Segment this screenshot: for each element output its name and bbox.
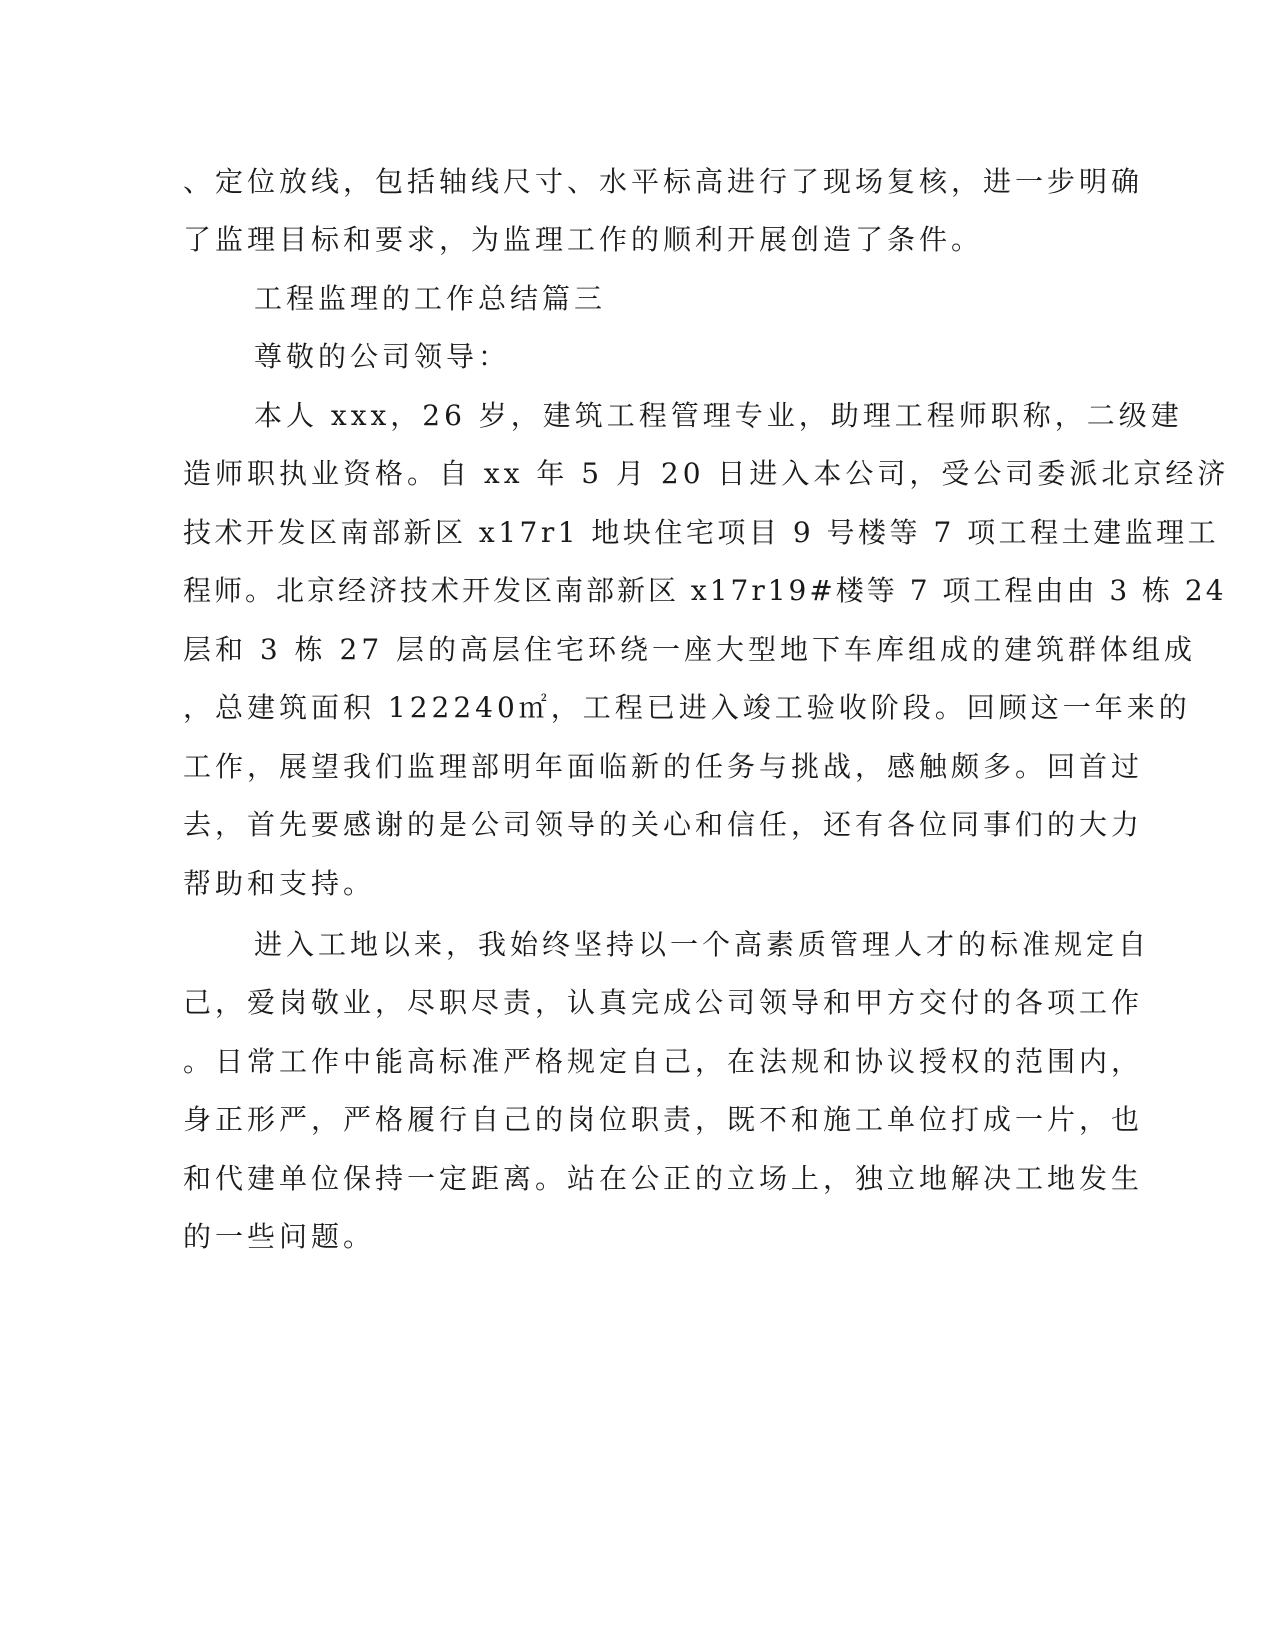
text-line: 本人 xxx，26 岁，建筑工程管理专业，助理工程师职称，二级建 xyxy=(254,399,1183,432)
text-line: 进入工地以来，我始终坚持以一个高素质管理人才的标准规定自 xyxy=(254,928,1151,961)
text-line: 去，首先要感谢的是公司领导的关心和信任，还有各位同事们的大力 xyxy=(183,808,1144,841)
text-line: 层和 3 栋 27 层的高层住宅环绕一座大型地下车库组成的建筑群体组成 xyxy=(183,633,1197,666)
text-line: 己，爱岗敬业，尽职尽责，认真完成公司领导和甲方交付的各项工作 xyxy=(183,986,1144,1019)
text-line: 和代建单位保持一定距离。站在公正的立场上，独立地解决工地发生 xyxy=(183,1162,1144,1195)
text-line: 。日常工作中能高标准严格规定自己，在法规和协议授权的范围内， xyxy=(183,1045,1144,1078)
text-line: 、定位放线，包括轴线尺寸、水平标高进行了现场复核，进一步明确 xyxy=(183,165,1144,198)
section-heading: 工程监理的工作总结篇三 xyxy=(254,282,607,315)
text-line: 帮助和支持。 xyxy=(183,867,376,900)
text-line: 的一些问题。 xyxy=(183,1220,376,1253)
text-line: 身正形严，严格履行自己的岗位职责，既不和施工单位打成一片，也 xyxy=(183,1103,1144,1136)
text-line: ，总建筑面积 122240㎡，工程已进入竣工验收阶段。回顾这一年来的 xyxy=(183,691,1191,724)
salutation: 尊敬的公司领导： xyxy=(254,340,511,373)
text-line: 技术开发区南部新区 x17r1 地块住宅项目 9 号楼等 7 项工程土建监理工 xyxy=(183,516,1220,549)
text-line: 程师。北京经济技术开发区南部新区 x17r19#楼等 7 项工程由由 3 栋 24 xyxy=(183,574,1227,607)
text-line: 工作，展望我们监理部明年面临新的任务与挑战，感触颇多。回首过 xyxy=(183,750,1144,783)
text-line: 造师职执业资格。自 xx 年 5 月 20 日进入本公司，受公司委派北京经济 xyxy=(183,457,1230,490)
text-line: 了监理目标和要求，为监理工作的顺利开展创造了条件。 xyxy=(183,223,984,256)
